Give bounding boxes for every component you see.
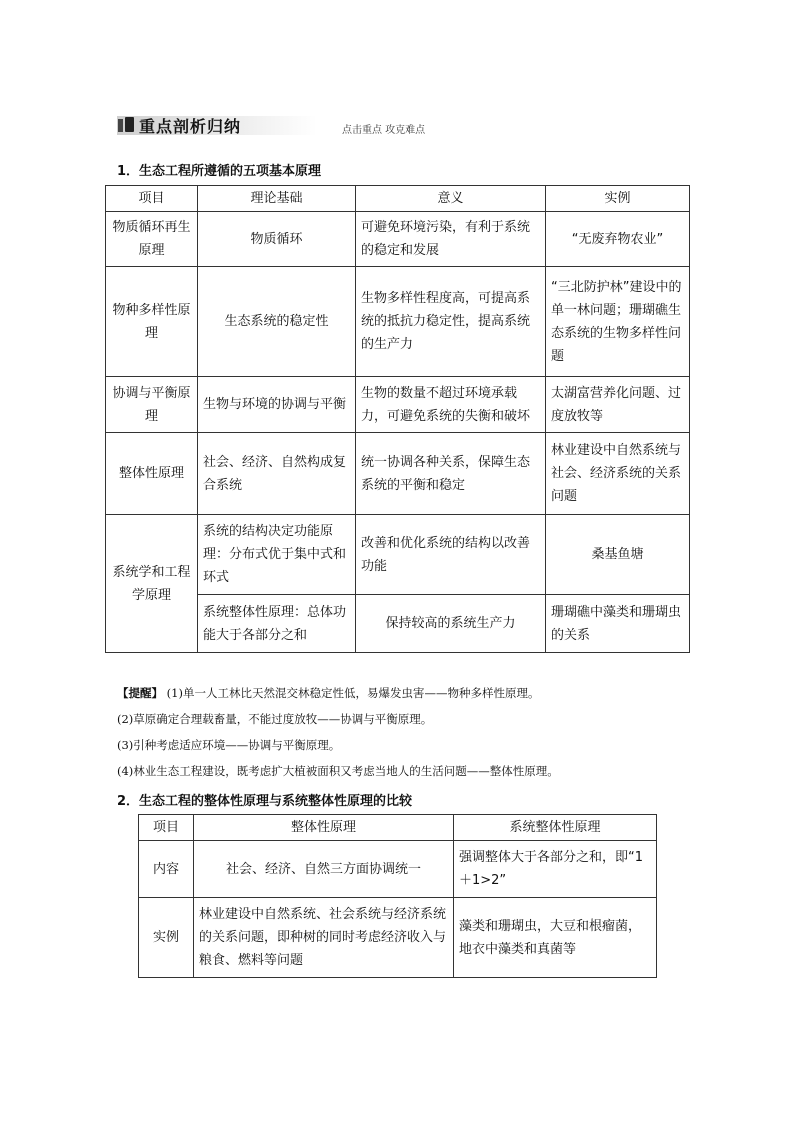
note-line: (4)林业生态工程建设，既考虑扩大植被面积又考虑当地人的生活问题——整体性原理。 [117, 764, 559, 778]
cell-meaning: 保持较高的系统生产力 [356, 595, 546, 653]
table-row [106, 515, 690, 595]
column-header: 项目 [106, 186, 198, 212]
table-row [139, 898, 657, 978]
table-row [106, 212, 690, 267]
cell-whole: 林业建设中自然系统、社会系统与经济系统的关系问题，即种树的同时考虑经济收入与粮食、燃料等问题 [194, 898, 454, 978]
principles-table [105, 185, 690, 653]
table-row [139, 841, 657, 898]
comparison-table [138, 814, 657, 978]
cell-item: 协调与平衡原理 [106, 377, 198, 433]
cell-basis: 系统整体性原理：总体功能大于各部分之和 [198, 595, 356, 653]
reminder-notes [117, 680, 697, 784]
reminder-tag: 【提醒】 [117, 686, 163, 700]
cell-basis: 物质循环 [198, 212, 356, 267]
cell-system: 强调整体大于各部分之和，即“1＋1>2” [454, 841, 657, 898]
column-header: 整体性原理 [194, 815, 454, 841]
column-header: 系统整体性原理 [454, 815, 657, 841]
table-header-row [139, 815, 657, 841]
cell-basis: 生态系统的稳定性 [198, 267, 356, 377]
cell-system: 藻类和珊瑚虫，大豆和根瘤菌，地衣中藻类和真菌等 [454, 898, 657, 978]
section2-heading: 2．生态工程的整体性原理与系统整体性原理的比较 [117, 794, 413, 809]
column-header: 项目 [139, 815, 194, 841]
column-header: 理论基础 [198, 186, 356, 212]
cell-item: 物种多样性原理 [106, 267, 198, 377]
cell-basis: 系统的结构决定功能原理：分布式优于集中式和环式 [198, 515, 356, 595]
cell-item: 内容 [139, 841, 194, 898]
cell-example: 桑基鱼塘 [546, 515, 690, 595]
cell-item: 整体性原理 [106, 433, 198, 515]
note-line: (2)草原确定合理载畜量，不能过度放牧——协调与平衡原理。 [117, 712, 433, 726]
header-marker-icon-2 [125, 117, 134, 132]
cell-meaning: 改善和优化系统的结构以改善功能 [356, 515, 546, 595]
header-marker-icon [118, 119, 123, 132]
cell-meaning: 可避免环境污染，有利于系统的稳定和发展 [356, 212, 546, 267]
cell-example: 珊瑚礁中藻类和珊瑚虫的关系 [546, 595, 690, 653]
column-header: 实例 [546, 186, 690, 212]
table-row [106, 377, 690, 433]
cell-item: 系统学和工程学原理 [106, 515, 198, 653]
header-subtitle: 点击重点 攻克难点 [342, 125, 426, 136]
cell-meaning: 生物的数量不超过环境承载力，可避免系统的失衡和破坏 [356, 377, 546, 433]
cell-example: “无废弃物农业” [546, 212, 690, 267]
note-text: (1)单一人工林比天然混交林稳定性低，易爆发虫害——物种多样性原理。 [166, 686, 540, 700]
table-row [106, 433, 690, 515]
note-line: (3)引种考虑适应环境——协调与平衡原理。 [117, 738, 341, 752]
column-header: 意义 [356, 186, 546, 212]
note-line [117, 680, 697, 706]
cell-meaning: 生物多样性程度高，可提高系统的抵抗力稳定性，提高系统的生产力 [356, 267, 546, 377]
cell-item: 实例 [139, 898, 194, 978]
cell-basis: 生物与环境的协调与平衡 [198, 377, 356, 433]
section1-heading: 1．生态工程所遵循的五项基本原理 [117, 164, 322, 179]
cell-example: 太湖富营养化问题、过度放牧等 [546, 377, 690, 433]
cell-example: 林业建设中自然系统与社会、经济系统的关系问题 [546, 433, 690, 515]
cell-meaning: 统一协调各种关系，保障生态系统的平衡和稳定 [356, 433, 546, 515]
header-title: 重点剖析归纳 [139, 117, 242, 136]
cell-basis: 社会、经济、自然构成复合系统 [198, 433, 356, 515]
cell-item: 物质循环再生原理 [106, 212, 198, 267]
table-header-row [106, 186, 690, 212]
section-header [117, 113, 426, 137]
table-row [106, 267, 690, 377]
cell-example: “三北防护林”建设中的单一林问题；珊瑚礁生态系统的生物多样性问题 [546, 267, 690, 377]
cell-whole: 社会、经济、自然三方面协调统一 [194, 841, 454, 898]
